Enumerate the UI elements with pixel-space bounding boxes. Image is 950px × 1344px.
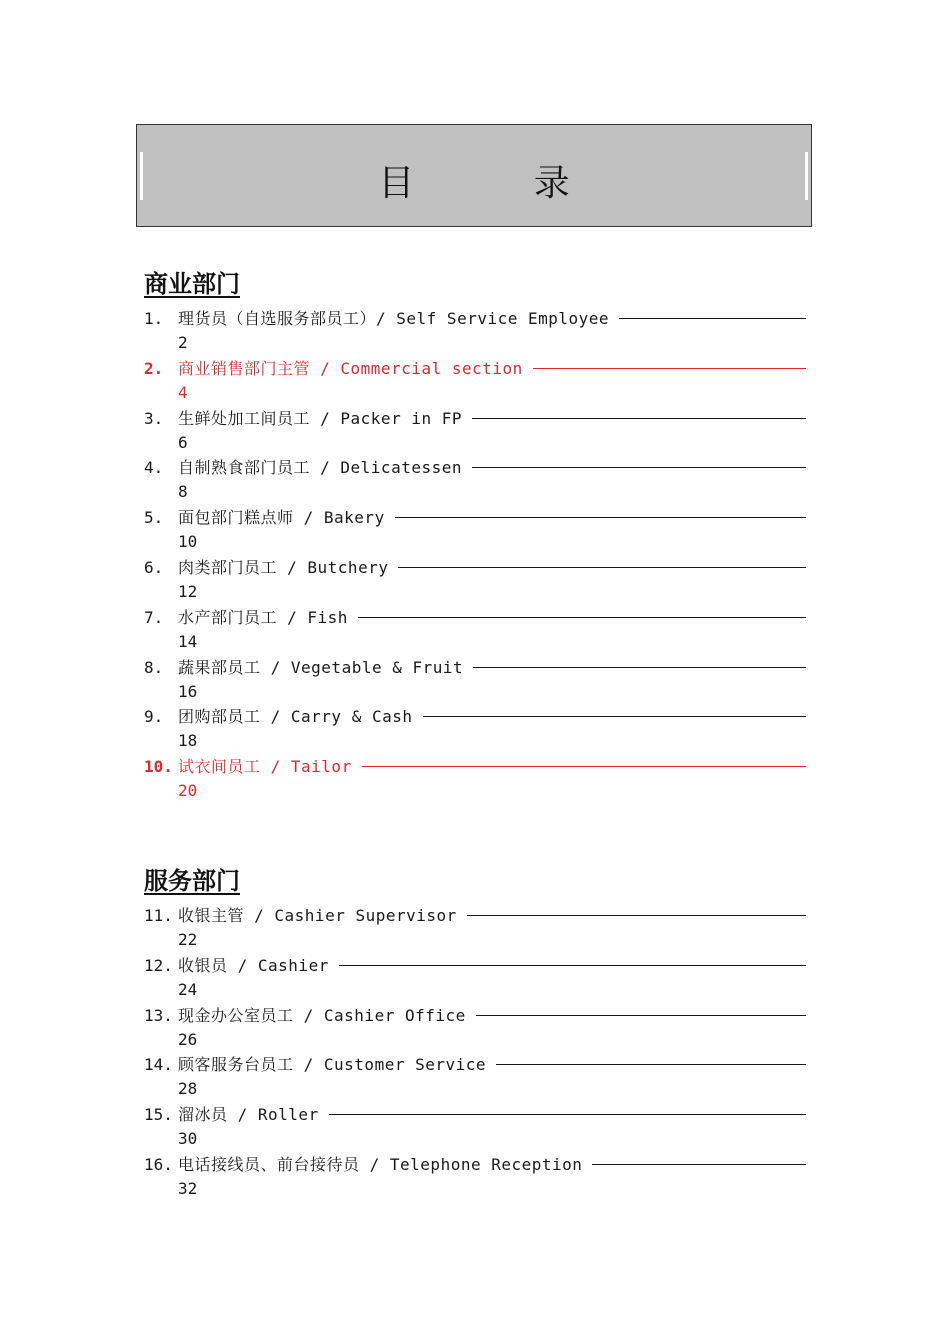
toc-entry[interactable] (144, 356, 806, 406)
toc-entry[interactable] (144, 1152, 806, 1202)
toc-leader-line (619, 317, 806, 319)
toc-entry-page-number: 6 (178, 432, 188, 452)
toc-entry-number: 15. (144, 1105, 173, 1125)
toc-entry-page-number: 20 (178, 781, 198, 801)
toc-entry-line (144, 1102, 806, 1128)
toc-entry-number: 3. (144, 408, 164, 428)
toc-entry-page-number: 26 (178, 1029, 198, 1049)
toc-entry-number: 13. (144, 1005, 173, 1025)
toc-entry-line (144, 655, 806, 681)
toc-entry[interactable] (144, 555, 806, 605)
section-heading-commercial: 商业部门 (144, 269, 240, 298)
toc-entry-page-number: 14 (178, 631, 198, 651)
toc-entry-number: 14. (144, 1055, 173, 1075)
toc-entry-page-number: 16 (178, 681, 198, 701)
toc-entry[interactable] (144, 605, 806, 655)
toc-entry-number: 8. (144, 657, 164, 677)
toc-entry-line (144, 1003, 806, 1029)
toc-entry-page-number: 10 (178, 532, 198, 552)
toc-entry[interactable] (144, 455, 806, 505)
toc-leader-line (592, 1163, 806, 1165)
toc-commercial (144, 306, 806, 804)
toc-entry-label[interactable]: 团购部员工 / Carry & Cash (178, 707, 413, 727)
toc-entry-line (144, 505, 806, 531)
toc-entry[interactable] (144, 1102, 806, 1152)
toc-entry-line (144, 605, 806, 631)
toc-entry-label[interactable]: 试衣间员工 / Tailor (178, 757, 352, 777)
toc-entry-page-number: 2 (178, 333, 188, 352)
toc-entry-line (144, 555, 806, 581)
toc-entry-number: 9. (144, 707, 164, 727)
toc-entry-line (144, 356, 806, 382)
toc-entry-label[interactable]: 收银员 / Cashier (178, 955, 329, 975)
toc-entry[interactable] (144, 754, 806, 804)
page-title: 目 录 (378, 163, 624, 204)
toc-entry-label[interactable]: 肉类部门员工 / Butchery (178, 557, 389, 577)
toc-leader-line (496, 1063, 806, 1065)
toc-entry-line (144, 704, 806, 730)
toc-entry-label[interactable]: 电话接线员、前台接待员 / Telephone Reception (178, 1154, 583, 1174)
toc-entry-line (144, 1052, 806, 1078)
toc-entry-label[interactable]: 顾客服务台员工 / Customer Service (178, 1055, 487, 1075)
toc-entry-number: 5. (144, 508, 164, 528)
toc-entry-page-number: 28 (178, 1079, 198, 1099)
toc-entry-page-number: 30 (178, 1129, 198, 1149)
toc-entry-label[interactable]: 收银主管 / Cashier Supervisor (178, 906, 457, 925)
toc-entry-label[interactable]: 蔬果部员工 / Vegetable & Fruit (178, 657, 464, 677)
title-box (136, 124, 812, 227)
toc-entry[interactable] (144, 903, 806, 953)
toc-service (144, 903, 806, 1202)
toc-entry[interactable] (144, 306, 806, 356)
toc-entry-number: 10. (144, 757, 173, 777)
toc-entry-number: 11. (144, 906, 173, 925)
toc-leader-line (533, 367, 806, 369)
toc-entry[interactable] (144, 655, 806, 705)
toc-entry-page-number: 24 (178, 979, 198, 999)
section-heading-service: 服务部门 (144, 866, 240, 895)
toc-entry-line (144, 306, 806, 332)
toc-entry[interactable] (144, 1003, 806, 1053)
toc-entry-page-number: 32 (178, 1178, 198, 1198)
toc-entry-label[interactable]: 生鲜处加工间员工 / Packer in FP (178, 408, 462, 428)
toc-entry-line (144, 1152, 806, 1178)
toc-entry-number: 16. (144, 1154, 173, 1174)
toc-entry-number: 2. (144, 358, 164, 378)
toc-entry-number: 4. (144, 458, 164, 478)
toc-leader-line (339, 964, 806, 966)
toc-leader-line (329, 1113, 806, 1115)
toc-entry[interactable] (144, 953, 806, 1003)
toc-leader-line (472, 466, 806, 468)
toc-entry-page-number: 22 (178, 930, 198, 949)
toc-leader-line (423, 715, 807, 717)
toc-entry-label[interactable]: 理货员（自选服务部员工）/ Self Service Employee (178, 309, 610, 328)
toc-leader-line (395, 516, 806, 518)
toc-entry-label[interactable]: 自制熟食部门员工 / Delicatessen (178, 458, 462, 478)
toc-entry-number: 7. (144, 607, 164, 627)
toc-entry-label[interactable]: 水产部门员工 / Fish (178, 607, 348, 627)
toc-leader-line (358, 616, 806, 618)
toc-entry-number: 1. (144, 309, 164, 328)
toc-entry-line (144, 455, 806, 481)
toc-entry[interactable] (144, 1052, 806, 1102)
toc-entry-line (144, 953, 806, 979)
toc-entry-page-number: 12 (178, 581, 198, 601)
toc-entry[interactable] (144, 406, 806, 456)
toc-leader-line (467, 914, 806, 916)
toc-leader-line (473, 666, 806, 668)
toc-entry-number: 6. (144, 557, 164, 577)
toc-entry-line (144, 406, 806, 432)
toc-entry-page-number: 4 (178, 382, 188, 402)
toc-entry-page-number: 18 (178, 731, 198, 751)
toc-entry[interactable] (144, 704, 806, 754)
toc-entry[interactable] (144, 505, 806, 555)
toc-entry-label[interactable]: 溜冰员 / Roller (178, 1105, 319, 1125)
toc-leader-line (362, 765, 806, 767)
toc-leader-line (472, 417, 806, 419)
toc-entry-page-number: 8 (178, 482, 188, 502)
toc-entry-number: 12. (144, 955, 173, 975)
toc-entry-label[interactable]: 面包部门糕点师 / Bakery (178, 508, 385, 528)
toc-entry-label[interactable]: 商业销售部门主管 / Commercial section (178, 358, 523, 378)
toc-leader-line (476, 1014, 806, 1016)
toc-entry-line (144, 754, 806, 780)
toc-entry-line (144, 903, 806, 929)
toc-leader-line (398, 566, 806, 568)
toc-entry-label[interactable]: 现金办公室员工 / Cashier Office (178, 1005, 466, 1025)
